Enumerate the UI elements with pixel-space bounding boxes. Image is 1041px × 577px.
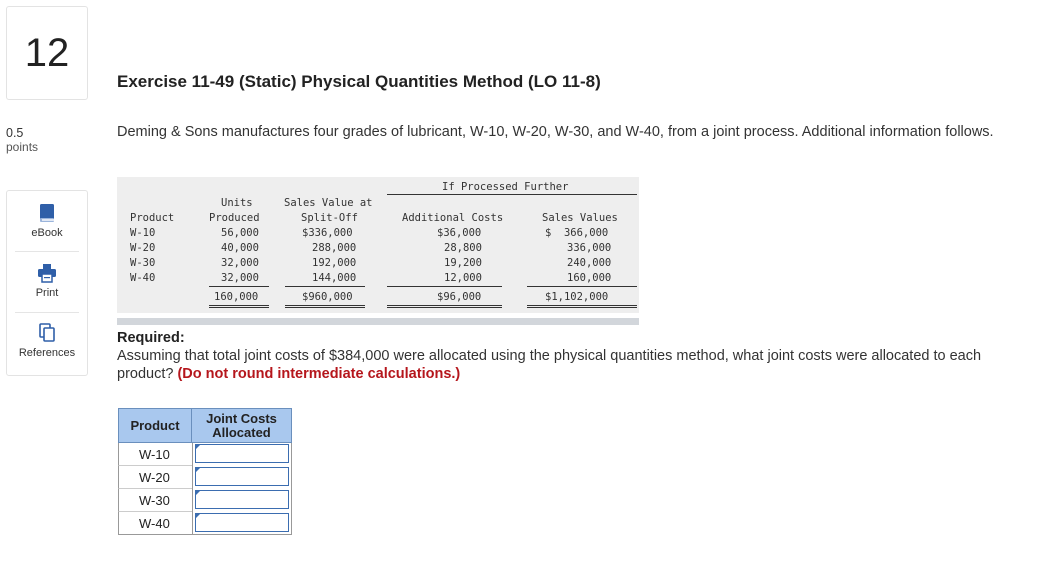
- row-sales-values: 336,000: [567, 242, 612, 254]
- total-units: 160,000: [214, 291, 259, 303]
- tool-divider: [15, 312, 79, 313]
- required-text: [117, 347, 1032, 383]
- points-label: points: [6, 140, 39, 154]
- row-units: 40,000: [221, 242, 259, 254]
- row-units: 32,000: [221, 272, 259, 284]
- ebook-label: eBook: [31, 227, 63, 239]
- answer-header-row: [118, 408, 292, 443]
- header-units-1: Units: [221, 197, 253, 209]
- answer-product: W-30: [139, 492, 170, 508]
- row-additional-costs: 19,200: [444, 257, 482, 269]
- row-sales-split: 144,000: [312, 272, 357, 284]
- row-sales-values: $ 366,000: [545, 227, 609, 239]
- joint-cost-input-w30[interactable]: [195, 490, 289, 509]
- points-info: [6, 126, 38, 154]
- answer-product: W-40: [139, 515, 170, 531]
- exercise-title: Exercise 11-49 (Static) Physical Quantities Method (LO 11-8): [117, 72, 601, 91]
- total-additional-costs: $96,000: [437, 291, 482, 303]
- double-rule: [387, 305, 502, 308]
- references-label: References: [18, 347, 76, 359]
- references-button[interactable]: [7, 323, 87, 359]
- rounding-note: (Do not round intermediate calculations.): [177, 366, 461, 382]
- answer-input-cell: [192, 443, 292, 466]
- row-additional-costs: $36,000: [437, 227, 482, 239]
- header-sales-values: Sales Values: [542, 212, 618, 224]
- total-rule: [209, 286, 269, 287]
- row-sales-split: 288,000: [312, 242, 357, 254]
- data-table: [117, 177, 639, 313]
- row-product: W-40: [130, 272, 156, 284]
- row-product: W-10: [130, 227, 156, 239]
- answer-product: W-20: [139, 469, 170, 485]
- answer-row: [118, 512, 292, 535]
- answer-header-product: Product: [118, 408, 192, 443]
- header-additional-costs: Additional Costs: [402, 212, 504, 224]
- print-label: Print: [35, 287, 59, 299]
- joint-cost-input-w40[interactable]: [195, 513, 289, 532]
- answer-row: [118, 443, 292, 466]
- answer-product-cell: [118, 466, 192, 489]
- row-product: W-30: [130, 257, 156, 269]
- header-units-2: Produced: [209, 212, 260, 224]
- double-rule: [527, 305, 637, 308]
- answer-table: [118, 408, 292, 535]
- row-sales-split: $336,000: [302, 227, 353, 239]
- points-value: 0.5: [6, 126, 24, 140]
- references-icon: [38, 323, 56, 343]
- tool-divider: [15, 251, 79, 252]
- row-additional-costs: 12,000: [444, 272, 482, 284]
- row-units: 56,000: [221, 227, 259, 239]
- book-icon: [38, 203, 56, 223]
- printer-icon: [37, 263, 57, 283]
- double-rule: [209, 305, 269, 308]
- answer-product-cell: [118, 443, 192, 466]
- joint-cost-input-w10[interactable]: [195, 444, 289, 463]
- row-product: W-20: [130, 242, 156, 254]
- joint-cost-input-w20[interactable]: [195, 467, 289, 486]
- double-rule: [285, 305, 365, 308]
- answer-input-cell: [192, 512, 292, 535]
- ebook-button[interactable]: [7, 203, 87, 239]
- group-header: If Processed Further: [442, 181, 569, 193]
- answer-product-cell: [118, 489, 192, 512]
- tools-panel: [6, 190, 88, 376]
- row-sales-values: 240,000: [567, 257, 612, 269]
- answer-header-costs: [192, 408, 292, 443]
- answer-product: W-10: [139, 446, 170, 462]
- header-sales-1: Sales Value at: [284, 197, 373, 209]
- answer-row: [118, 466, 292, 489]
- question-number-box: [6, 6, 88, 100]
- row-additional-costs: 28,800: [444, 242, 482, 254]
- header-sales-2: Split-Off: [301, 212, 358, 224]
- answer-input-cell: [192, 466, 292, 489]
- answer-product-cell: [118, 512, 192, 535]
- answer-header-costs-line1: Joint Costs: [206, 410, 277, 426]
- total-sales-values: $1,102,000: [545, 291, 609, 303]
- total-rule: [387, 286, 502, 287]
- answer-row: [118, 489, 292, 512]
- exercise-intro: Deming & Sons manufactures four grades of lubricant, W-10, W-20, W-30, and W-40, from a joint process. Additional information follows.: [117, 124, 994, 140]
- answer-header-costs-line2: Allocated: [212, 424, 271, 440]
- print-button[interactable]: [7, 263, 87, 299]
- row-units: 32,000: [221, 257, 259, 269]
- question-number: 12: [24, 30, 70, 75]
- row-sales-split: 192,000: [312, 257, 357, 269]
- required-label: Required:: [117, 330, 185, 346]
- row-sales-values: 160,000: [567, 272, 612, 284]
- required-question: Assuming that total joint costs of $384,000 were allocated using the physical quantities method, what joint costs were allocated to each product?: [117, 348, 982, 382]
- group-header-rule: [387, 194, 637, 195]
- total-rule: [285, 286, 365, 287]
- answer-input-cell: [192, 489, 292, 512]
- table-footer-stripe: [117, 318, 639, 325]
- header-product: Product: [130, 212, 175, 224]
- total-rule: [527, 286, 637, 287]
- total-sales-split: $960,000: [302, 291, 353, 303]
